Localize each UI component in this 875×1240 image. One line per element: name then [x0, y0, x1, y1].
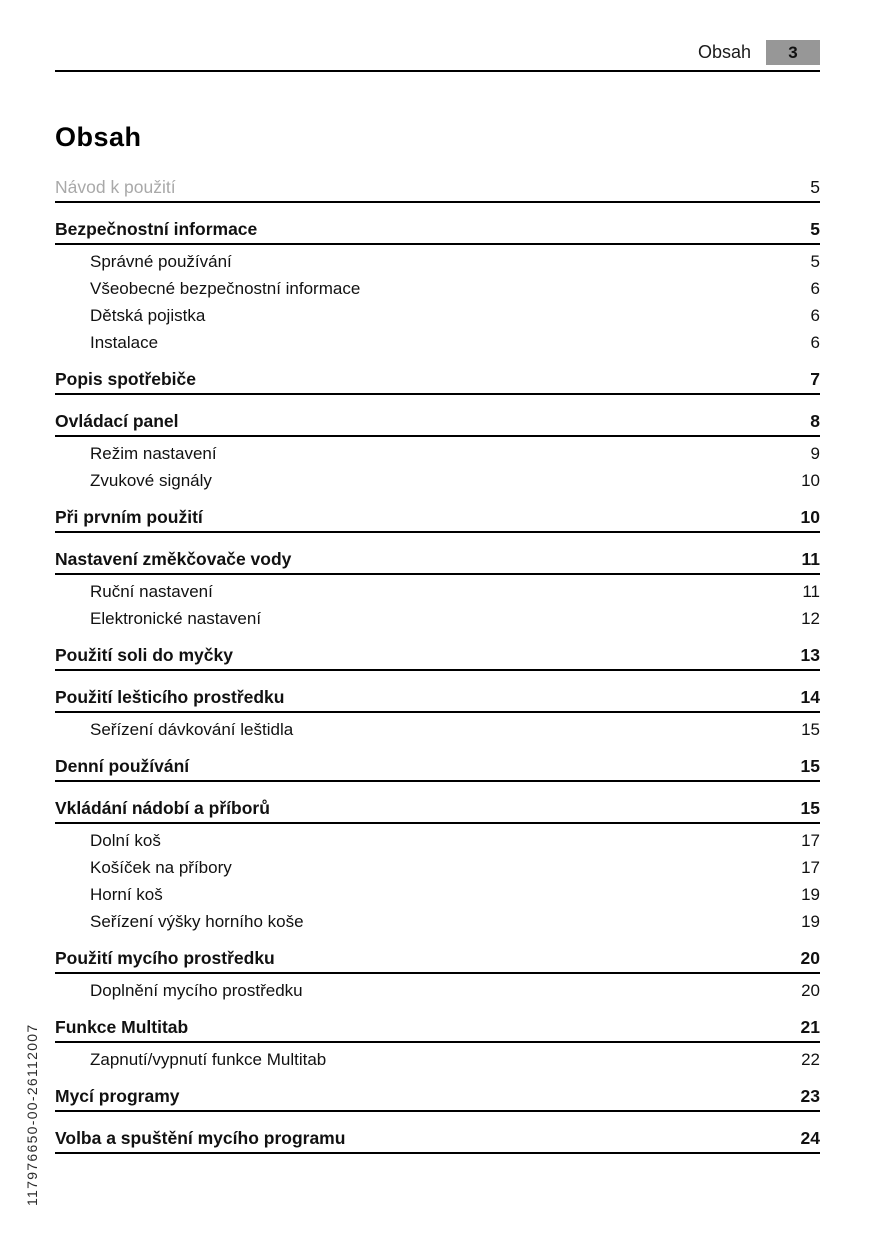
toc-entry	[55, 549, 820, 575]
toc-entry-label: Denní používání	[55, 756, 190, 776]
toc-entry-label: Dětská pojistka	[90, 306, 206, 325]
toc-entry	[55, 1086, 820, 1112]
toc-entry-page: 20	[800, 948, 820, 968]
toc-entry-page: 23	[800, 1086, 820, 1106]
toc-entry	[55, 471, 820, 491]
toc-entry-label: Ovládací panel	[55, 411, 179, 431]
toc-entry	[55, 507, 820, 533]
page-title: Obsah	[55, 122, 142, 152]
document-code: 117976650-00-26112007	[24, 1023, 40, 1206]
toc-entry	[55, 252, 820, 272]
toc-entry	[55, 831, 820, 851]
toc-entry-page: 5	[810, 252, 820, 271]
toc-entry-page: 9	[810, 444, 820, 463]
toc-entry-page: 7	[810, 369, 820, 389]
toc-entry-label: Seřízení výšky horního koše	[90, 912, 304, 931]
toc-entry-label: Použití lešticího prostředku	[55, 687, 285, 707]
toc-entry-label: Bezpečnostní informace	[55, 219, 258, 239]
toc-entry-page: 12	[801, 609, 820, 628]
toc-entry-page: 8	[810, 411, 820, 431]
toc-entry	[55, 1128, 820, 1154]
toc-entry-page: 22	[801, 1050, 820, 1069]
toc-entry	[55, 645, 820, 671]
toc-entry-page: 6	[810, 333, 820, 352]
toc-entry-label: Všeobecné bezpečnostní informace	[90, 279, 361, 298]
toc-entry-label: Správné používání	[90, 252, 232, 271]
toc-entry	[55, 219, 820, 245]
toc-entry-label: Instalace	[90, 333, 159, 352]
toc-entry-label: Návod k použití	[55, 177, 176, 197]
toc-entry-label: Zapnutí/vypnutí funkce Multitab	[90, 1050, 327, 1069]
toc-entry-page: 10	[800, 507, 820, 527]
toc-entry-page: 20	[801, 981, 820, 1000]
toc-entry-label: Vkládání nádobí a příborů	[55, 798, 270, 818]
toc-entry	[55, 1050, 820, 1070]
toc-entry-page: 15	[800, 798, 820, 818]
toc-entry-page: 13	[800, 645, 820, 665]
toc-entry	[55, 798, 820, 824]
toc-entry	[55, 948, 820, 974]
toc-entry-label: Mycí programy	[55, 1086, 180, 1106]
header-page-number-badge: 3	[766, 40, 820, 65]
toc-entry-page: 10	[801, 471, 820, 490]
toc-entry	[55, 885, 820, 905]
toc-entry	[55, 411, 820, 437]
toc-entry-page: 15	[800, 756, 820, 776]
toc-entry-label: Horní koš	[90, 885, 163, 904]
toc-entry	[55, 687, 820, 713]
toc-entry-label: Funkce Multitab	[55, 1017, 189, 1037]
toc-list	[55, 177, 820, 1154]
toc-entry-label: Doplnění mycího prostředku	[90, 981, 303, 1000]
toc-entry-page: 17	[801, 858, 820, 877]
toc-entry-page: 19	[801, 885, 820, 904]
toc-entry	[55, 1017, 820, 1043]
toc-entry-label: Při prvním použití	[55, 507, 203, 527]
toc-entry-page: 6	[810, 306, 820, 325]
toc-entry	[55, 333, 820, 353]
toc-entry-label: Režim nastavení	[90, 444, 217, 463]
toc-entry-label: Nastavení změkčovače vody	[55, 549, 292, 569]
toc-entry-page: 14	[800, 687, 820, 707]
toc-entry-label: Popis spotřebiče	[55, 369, 197, 389]
toc-entry-label: Seřízení dávkování leštidla	[90, 720, 294, 739]
toc-entry-page: 24	[800, 1128, 820, 1148]
toc-entry	[55, 756, 820, 782]
toc-entry	[55, 444, 820, 464]
toc-entry	[55, 279, 820, 299]
toc-entry-label: Ruční nastavení	[90, 582, 213, 601]
toc-entry-page: 11	[802, 582, 820, 601]
toc-entry-page: 21	[800, 1017, 820, 1037]
toc-entry-label: Použití soli do myčky	[55, 645, 233, 665]
toc-entry-page: 19	[801, 912, 820, 931]
toc-entry-label: Dolní koš	[90, 831, 161, 850]
toc-entry	[55, 177, 820, 203]
toc-entry	[55, 369, 820, 395]
toc-entry-label: Volba a spuštění mycího programu	[55, 1128, 346, 1148]
toc-entry-page: 5	[810, 177, 820, 197]
toc-entry	[55, 582, 820, 602]
toc-entry-label: Použití mycího prostředku	[55, 948, 275, 968]
toc-entry-label: Zvukové signály	[90, 471, 212, 490]
toc-entry-page: 6	[810, 279, 820, 298]
page-header	[55, 0, 820, 72]
toc-entry	[55, 858, 820, 878]
toc-entry-page: 5	[810, 219, 820, 239]
toc-entry	[55, 306, 820, 326]
toc-entry-label: Elektronické nastavení	[90, 609, 262, 628]
toc-entry-page: 11	[801, 549, 820, 569]
toc-entry-page: 15	[801, 720, 820, 739]
toc-entry	[55, 720, 820, 740]
toc-entry-label: Košíček na příbory	[90, 858, 232, 877]
toc-entry	[55, 912, 820, 932]
toc-entry-page: 17	[801, 831, 820, 850]
toc-entry	[55, 981, 820, 1001]
header-section-label: Obsah	[697, 42, 751, 62]
toc-entry	[55, 609, 820, 629]
